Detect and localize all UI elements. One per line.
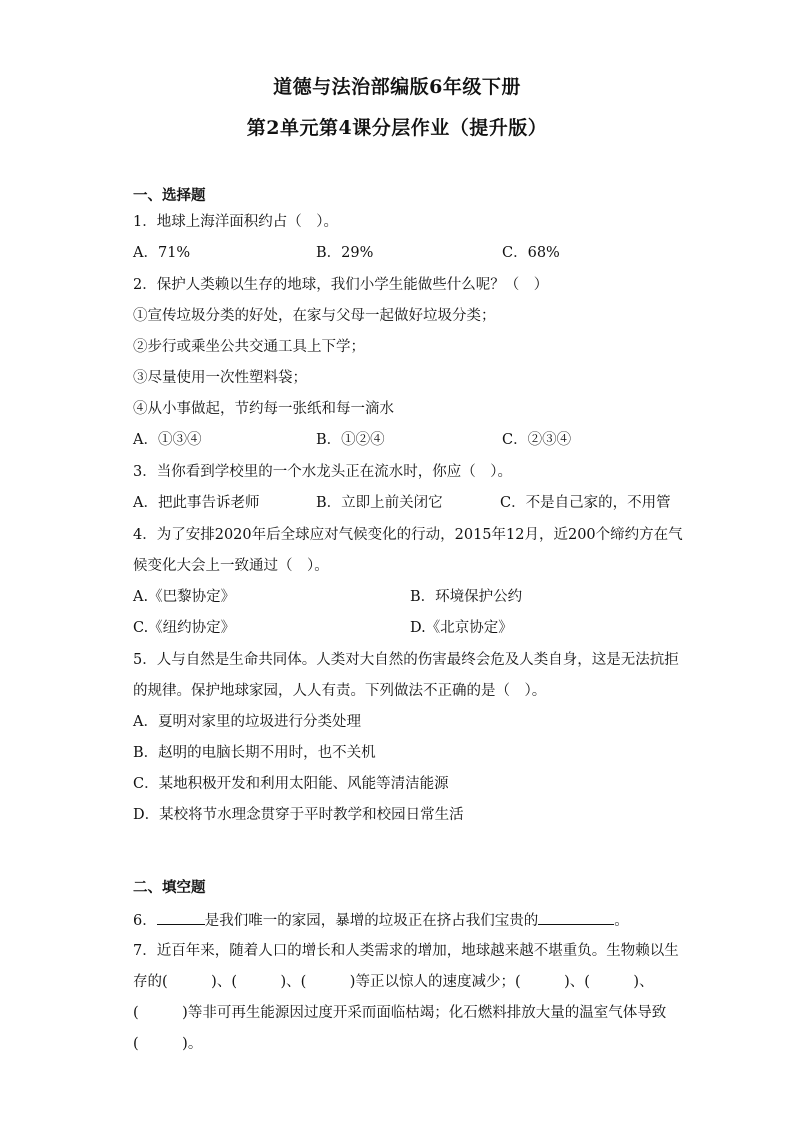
question-6	[133, 910, 629, 931]
q6-blank-2	[538, 910, 614, 925]
q2-item-4: ④从小事做起，节约每一张纸和每一滴水	[133, 401, 394, 417]
question-2-stem: 2．保护人类赖以生存的地球，我们小学生能做些什么呢？（ ）	[133, 277, 549, 293]
q4-option-c: C.《纽约协定》	[133, 620, 236, 636]
section-heading-choice: 一、选择题	[133, 187, 206, 204]
question-3-stem: 3．当你看到学校里的一个水龙头正在流水时，你应（ ）。	[133, 464, 512, 480]
question-5-stem-line-1: 5．人与自然是生命共同体。人类对大自然的伤害最终会危及人类自身，这是无法抗拒	[133, 652, 679, 668]
q4-option-d: D.《北京协定》	[410, 620, 513, 636]
q3-option-a: A．把此事告诉老师	[133, 495, 260, 511]
q1-option-b: B．29%	[316, 245, 374, 261]
q5-option-a: A．夏明对家里的垃圾进行分类处理	[133, 714, 361, 730]
q6-mid: 是我们唯一的家园，暴增的垃圾正在挤占我们宝贵的	[204, 913, 539, 929]
q1-option-a: A．71%	[133, 245, 191, 261]
q2-option-a: A．①③④	[133, 432, 202, 448]
q2-option-b: B．①②④	[316, 432, 385, 448]
question-7-line-3: ( )等非可再生能源因过度开采而面临枯竭；化石燃料排放大量的温室气体导致	[133, 1005, 667, 1021]
q5-option-c: C．某地积极开发和利用太阳能、风能等清洁能源	[133, 776, 449, 792]
q3-option-b: B．立即上前关闭它	[316, 495, 443, 511]
q2-item-2: ②步行或乘坐公共交通工具上下学；	[133, 339, 365, 355]
q4-option-b: B．环境保护公约	[410, 589, 523, 605]
q2-item-3: ③尽量使用一次性塑料袋；	[133, 370, 307, 386]
question-4-stem-line-2: 候变化大会上一致通过（ ）。	[133, 558, 329, 574]
section-heading-fill-blank: 二、填空题	[133, 879, 206, 896]
question-5-stem-line-2: 的规律。保护地球家园，人人有责。下列做法不正确的是（ ）。	[133, 683, 547, 699]
q6-blank-1	[157, 910, 205, 925]
title-line-2: 第2单元第4课分层作业（提升版）	[246, 117, 548, 139]
q4-option-a: A.《巴黎协定》	[133, 589, 236, 605]
q5-option-d: D．某校将节水理念贯穿于平时教学和校园日常生活	[133, 807, 464, 823]
q1-option-c: C．68%	[502, 245, 560, 261]
q6-prefix: 6．	[133, 913, 157, 929]
q2-option-c: C．②③④	[502, 432, 572, 448]
question-7-line-4: ( )。	[133, 1036, 203, 1052]
question-1-stem: 1．地球上海洋面积约占（ ）。	[133, 214, 338, 230]
question-7-line-1: 7．近百年来，随着人口的增长和人类需求的增加，地球越来越不堪重负。生物赖以生	[133, 943, 679, 959]
question-7-line-2: 存的( )、( )、( )等正以惊人的速度减少；( )、( )、	[133, 974, 654, 990]
q5-option-b: B．赵明的电脑长期不用时，也不关机	[133, 745, 376, 761]
q6-suffix: 。	[614, 913, 629, 929]
title-line-1: 道德与法治部编版6年级下册	[273, 76, 521, 98]
q3-option-c: C．不是自己家的，不用管	[500, 495, 671, 511]
q2-item-1: ①宣传垃圾分类的好处，在家与父母一起做好垃圾分类；	[133, 308, 496, 324]
question-4-stem-line-1: 4．为了安排2020年后全球应对气候变化的行动，2015年12月，近200个缔约方在气	[133, 527, 683, 543]
